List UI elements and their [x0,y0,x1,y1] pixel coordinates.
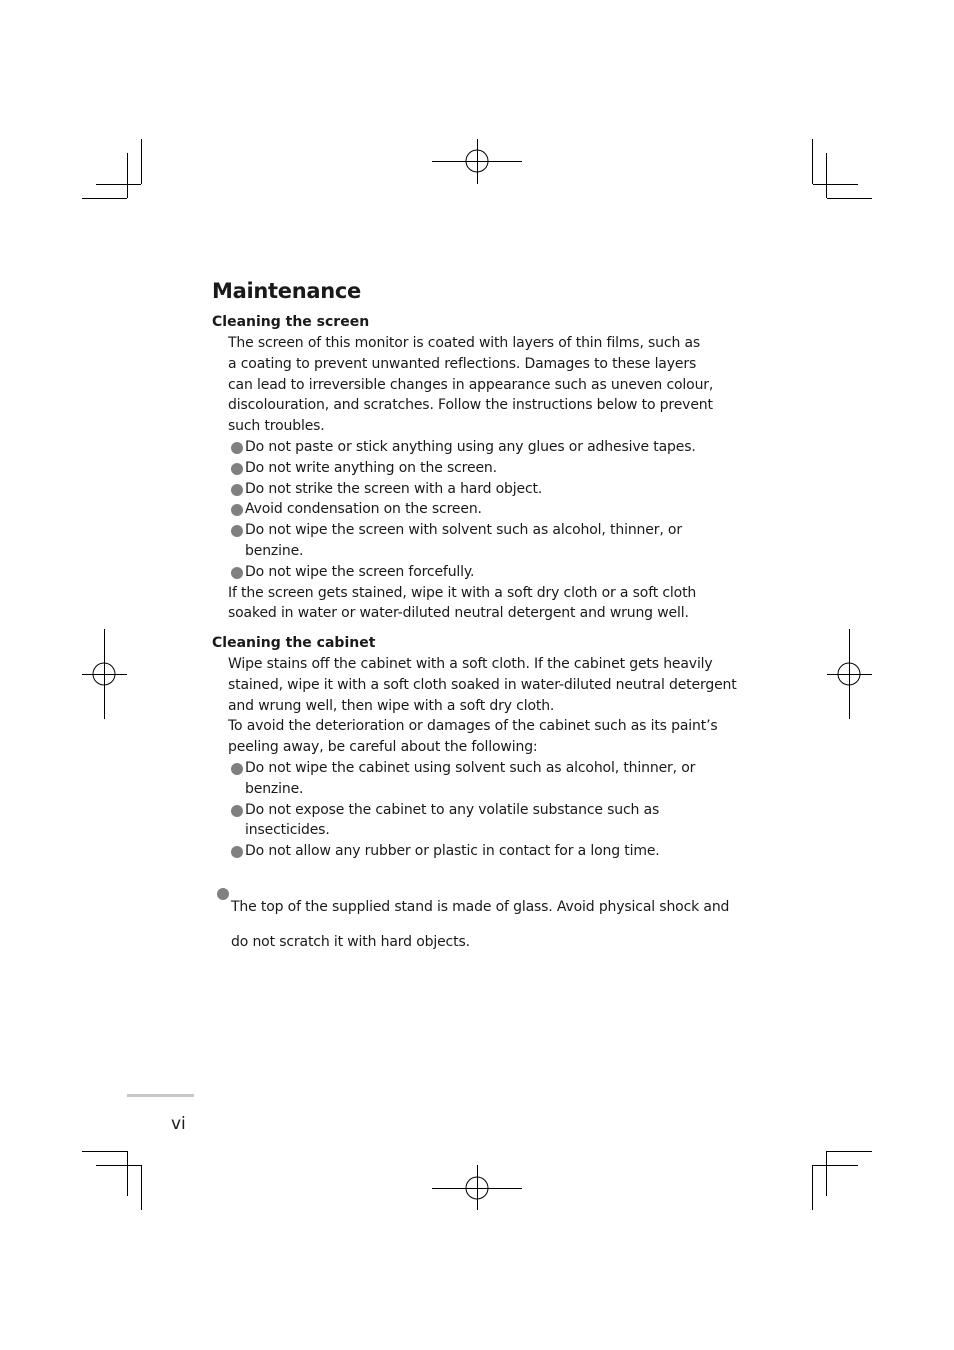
bullet-item [228,437,738,458]
page-number: vi [171,1114,186,1134]
bullet-dot-icon [231,463,243,475]
bullet-text: benzine. [245,780,304,797]
text-line: a coating to prevent unwanted reflections. Damages to these layers [228,355,697,372]
bullet-text: Do not expose the cabinet to any volatile substance such as [245,801,660,818]
bullet-item [228,520,738,562]
text-line: stained, wipe it with a soft cloth soaked in water-diluted neutral detergent [228,676,737,693]
bullet-text: Do not write anything on the screen. [245,459,497,476]
screen-section [228,333,738,624]
bullet-dot-icon [231,567,243,579]
bullet-dot-icon [231,442,243,454]
bullet-text: Do not paste or stick anything using any glues or adhesive tapes. [245,438,696,455]
heading-cleaning-cabinet: Cleaning the cabinet [212,635,376,651]
bullet-dot-icon [231,763,243,775]
bullet-dot-icon [231,525,243,537]
bullet-item [228,479,738,500]
bullet-text: Do not allow any rubber or plastic in contact for a long time. [245,843,660,860]
bullet-dot-icon [231,504,243,516]
bullet-dot-icon [231,484,243,496]
bullet-text: benzine. [245,542,304,559]
bullet-text: Avoid condensation on the screen. [245,501,482,518]
bullet-item [228,562,738,583]
bullet-dot-icon [231,805,243,817]
page-number-rule [127,1094,194,1097]
text-line: If the screen gets stained, wipe it with a soft dry cloth or a soft cloth [228,584,697,601]
text-line: discolouration, and scratches. Follow the instructions below to prevent [228,397,713,414]
text-line: The screen of this monitor is coated with layers of thin films, such as [228,335,701,351]
page-title: Maintenance [212,279,361,303]
bullet-text: Do not wipe the screen with solvent such as alcohol, thinner, or [245,522,682,539]
bullet-item [228,800,738,842]
text-line: Wipe stains off the cabinet with a soft cloth. If the cabinet gets heavily [228,656,713,672]
bullet-item [228,841,738,862]
text-line: and wrung well, then wipe with a soft dry cloth. [228,697,555,714]
bullet-text: Do not wipe the screen forcefully. [245,563,475,580]
bullet-item [228,458,738,479]
text-line: can lead to irreversible changes in appearance such as uneven colour, [228,376,714,393]
cabinet-section [228,654,738,862]
text-line: To avoid the deterioration or damages of the cabinet such as its paint’s [228,718,718,735]
heading-cleaning-screen: Cleaning the screen [212,314,370,330]
text-line: peeling away, be careful about the following: [228,739,538,756]
bullet-dot-icon [217,888,229,900]
bullet-item [228,758,738,800]
text-line: such troubles. [228,418,325,435]
note-line: The top of the supplied stand is made of glass. Avoid physical shock and [231,899,730,915]
note-line: do not scratch it with hard objects. [231,933,470,950]
bullet-text: Do not wipe the cabinet using solvent such as alcohol, thinner, or [245,759,696,776]
bullet-item [228,499,738,520]
bullet-text: Do not strike the screen with a hard object. [245,480,543,497]
glass-stand-note [214,883,761,967]
text-line: soaked in water or water-diluted neutral detergent and wrung well. [228,605,689,622]
bullet-text: insecticides. [245,822,330,839]
bullet-dot-icon [231,846,243,858]
